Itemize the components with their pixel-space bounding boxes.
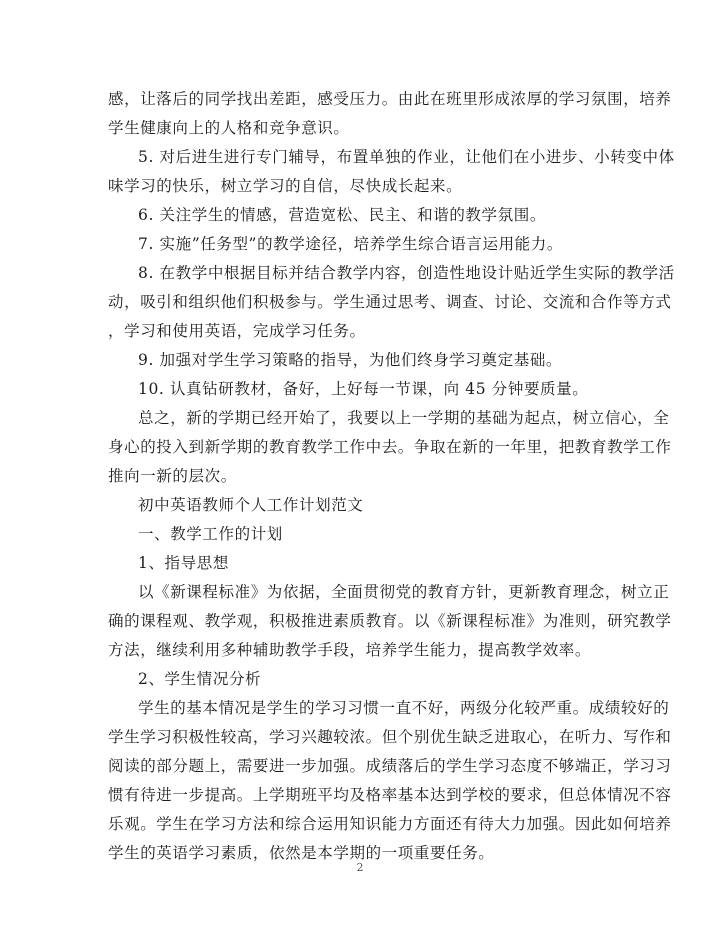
- paragraph-line: 味学习的快乐，树立学习的自信，尽快成长起来。: [108, 177, 463, 195]
- paragraph-line: 推向一新的层次。: [108, 467, 237, 485]
- list-item-6-line: 6. 关注学生的情感，营造宽松、民主、和谐的教学氛围。: [138, 206, 546, 224]
- subsection-heading: 2、学生情况分析: [138, 670, 262, 688]
- paragraph-line: 以《新课程标准》为依据，全面贯彻党的教育方针，更新教育理念，树立正: [138, 583, 670, 601]
- paragraph-line: 阅读的部分题上，需要进一步加强。成绩落后的学生学习态度不够端正，学习习: [108, 757, 672, 775]
- paragraph-line: 身心的投入到新学期的教育教学工作中去。争取在新的一年里，把教育教学工作: [108, 438, 672, 456]
- paragraph-line: 学生学习积极性较高，学习兴趣较浓。但个别优生缺乏进取心，在听力、写作和: [108, 728, 672, 746]
- paragraph-line: 确的课程观、教学观，积极推进素质教育。以《新课程标准》为准则，研究教学: [108, 612, 672, 630]
- page-number: 2: [356, 861, 364, 874]
- paragraph-line: ，学习和使用英语，完成学习任务。: [108, 322, 366, 340]
- paragraph-line: 乐观。学生在学习方法和综合运用知识能力方面还有待大力加强。因此如何培养: [108, 815, 672, 833]
- paragraph-line: 方法，继续利用多种辅助教学手段，培养学生能力，提高教学效率。: [108, 641, 592, 659]
- paragraph-line: 学生的基本情况是学生的学习习惯一直不好，两级分化较严重。成绩较好的: [138, 699, 670, 717]
- section-heading: 一、教学工作的计划: [138, 525, 283, 543]
- summary-paragraph-line: 总之，新的学期已经开始了，我要以上一学期的基础为起点，树立信心，全: [138, 409, 670, 427]
- paragraph-line: 动，吸引和组织他们积极参与。学生通过思考、调查、讨论、交流和合作等方式: [108, 293, 672, 311]
- list-item-7-line: 7. 实施”任务型”的教学途径，培养学生综合语言运用能力。: [138, 235, 563, 253]
- paragraph-line: 感，让落后的同学找出差距，感受压力。由此在班里形成浓厚的学习氛围，培养: [108, 90, 672, 108]
- list-item-5-line: 5. 对后进生进行专门辅导，布置单独的作业，让他们在小进步、小转变中体: [138, 148, 675, 166]
- subsection-heading: 1、指导思想: [138, 554, 229, 572]
- paragraph-line: 学生的英语学习素质，依然是本学期的一项重要任务。: [108, 844, 495, 862]
- list-item-8-line: 8. 在教学中根据目标并结合教学内容，创造性地设计贴近学生实际的教学活: [138, 264, 675, 282]
- paragraph-line: 学生健康向上的人格和竞争意识。: [108, 119, 350, 137]
- list-item-10-line: 10. 认真钻研教材，备好，上好每一节课，向 45 分钟要质量。: [138, 380, 589, 398]
- paragraph-line: 惯有待进一步提高。上学期班平均及格率基本达到学校的要求，但总体情况不容: [108, 786, 672, 804]
- list-item-9-line: 9. 加强对学生学习策略的指导，为他们终身学习奠定基础。: [138, 351, 563, 369]
- section-title: 初中英语教师个人工作计划范文: [138, 496, 364, 514]
